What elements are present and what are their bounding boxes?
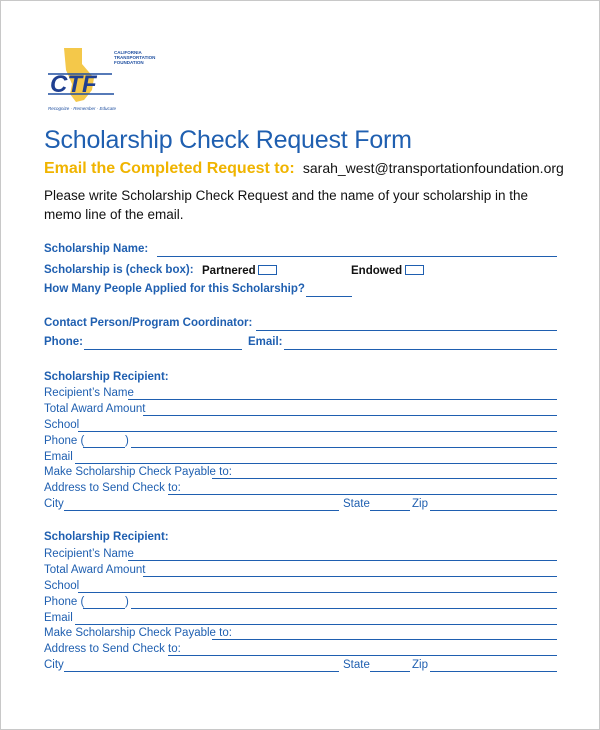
partnered-label: Partnered bbox=[202, 265, 256, 277]
recipient-1-email-label: Email bbox=[44, 451, 73, 463]
recipient-1-city-field[interactable] bbox=[64, 510, 339, 511]
recipient-2-award-label: Total Award Amount bbox=[44, 564, 146, 576]
email-address: sarah_west@transportationfoundation.org bbox=[302, 160, 564, 176]
recipient-2-phone-label: Phone ( bbox=[44, 596, 85, 608]
email-instruction bbox=[44, 160, 564, 178]
recipient-2-city-label: City bbox=[44, 659, 64, 671]
recipient-1-school-label: School bbox=[44, 419, 80, 431]
recipient-2-payable-field[interactable] bbox=[212, 639, 557, 640]
contact-email-field[interactable] bbox=[284, 349, 557, 350]
recipient-1-award-field[interactable] bbox=[143, 415, 557, 416]
recipient-2-phone-field[interactable] bbox=[131, 608, 557, 609]
recipient-1-zip-field[interactable] bbox=[430, 510, 557, 511]
recipient-2-area-code-field[interactable] bbox=[83, 608, 125, 609]
logo-org-name: CALIFORNIA TRANSPORTATION FOUNDATION bbox=[114, 50, 156, 65]
contact-person-field[interactable] bbox=[256, 330, 557, 331]
recipient-2-zip-label: Zip bbox=[412, 659, 428, 671]
recipient-1-address-label: Address to Send Check to: bbox=[44, 482, 181, 494]
recipient-2-name-field[interactable] bbox=[128, 560, 557, 561]
recipient-1-name-label: Recipient’s Name bbox=[44, 387, 134, 399]
contact-person-label: Contact Person/Program Coordinator: bbox=[44, 317, 253, 329]
recipient-2-address-field[interactable] bbox=[168, 655, 557, 656]
contact-phone-label: Phone: bbox=[44, 336, 83, 348]
recipient-1-state-label: State bbox=[343, 498, 370, 510]
recipient-2-address-label: Address to Send Check to: bbox=[44, 643, 181, 655]
recipient-2-heading: Scholarship Recipient: bbox=[44, 531, 169, 543]
recipient-2-award-field[interactable] bbox=[143, 576, 557, 577]
partnered-checkbox[interactable] bbox=[258, 265, 277, 275]
logo-tagline: Recognize · Remember · Educate bbox=[48, 106, 117, 111]
recipient-2-payable-label: Make Scholarship Check Payable to: bbox=[44, 627, 232, 639]
scholarship-name-field[interactable] bbox=[157, 256, 557, 257]
endowed-label: Endowed bbox=[351, 265, 403, 277]
contact-email-label: Email: bbox=[248, 336, 283, 348]
recipient-1-heading: Scholarship Recipient: bbox=[44, 371, 169, 383]
ctf-logo bbox=[42, 44, 154, 114]
instructions-text: Please write Scholarship Check Request and the name of your scholarship in the memo line of the email. bbox=[44, 188, 529, 222]
recipient-2-school-field[interactable] bbox=[78, 592, 557, 593]
recipient-2-zip-field[interactable] bbox=[430, 671, 557, 672]
email-label: Email the Completed Request to: bbox=[44, 160, 295, 177]
endowed-checkbox[interactable] bbox=[405, 265, 424, 275]
recipient-1-area-code-field[interactable] bbox=[83, 447, 125, 448]
recipient-1-name-field[interactable] bbox=[128, 399, 557, 400]
scholarship-type-label: Scholarship is (check box): bbox=[44, 264, 194, 276]
recipient-1-phone-close: ) bbox=[125, 435, 129, 447]
contact-phone-field[interactable] bbox=[84, 349, 242, 350]
logo-mark: CTF bbox=[50, 71, 97, 98]
applied-count-field[interactable] bbox=[306, 296, 352, 297]
recipient-1-zip-label: Zip bbox=[412, 498, 428, 510]
recipient-1-phone-label: Phone ( bbox=[44, 435, 85, 447]
recipient-2-school-label: School bbox=[44, 580, 80, 592]
recipient-1-phone-field[interactable] bbox=[131, 447, 557, 448]
recipient-2-city-field[interactable] bbox=[64, 671, 339, 672]
applied-count-label: How Many People Applied for this Scholarship? bbox=[44, 283, 305, 295]
recipient-2-phone-close: ) bbox=[125, 596, 129, 608]
recipient-1-school-field[interactable] bbox=[78, 431, 557, 432]
page-title: Scholarship Check Request Form bbox=[44, 126, 412, 154]
recipient-1-payable-field[interactable] bbox=[212, 478, 557, 479]
recipient-1-address-field[interactable] bbox=[168, 494, 557, 495]
recipient-1-city-label: City bbox=[44, 498, 64, 510]
recipient-1-state-field[interactable] bbox=[370, 510, 410, 511]
recipient-1-award-label: Total Award Amount bbox=[44, 403, 146, 415]
recipient-2-state-label: State bbox=[343, 659, 370, 671]
recipient-2-state-field[interactable] bbox=[370, 671, 410, 672]
recipient-1-email-field[interactable] bbox=[75, 463, 557, 464]
recipient-2-email-field[interactable] bbox=[75, 624, 557, 625]
scholarship-name-label: Scholarship Name: bbox=[44, 243, 149, 255]
recipient-2-name-label: Recipient’s Name bbox=[44, 548, 134, 560]
recipient-1-payable-label: Make Scholarship Check Payable to: bbox=[44, 466, 232, 478]
recipient-2-email-label: Email bbox=[44, 612, 73, 624]
